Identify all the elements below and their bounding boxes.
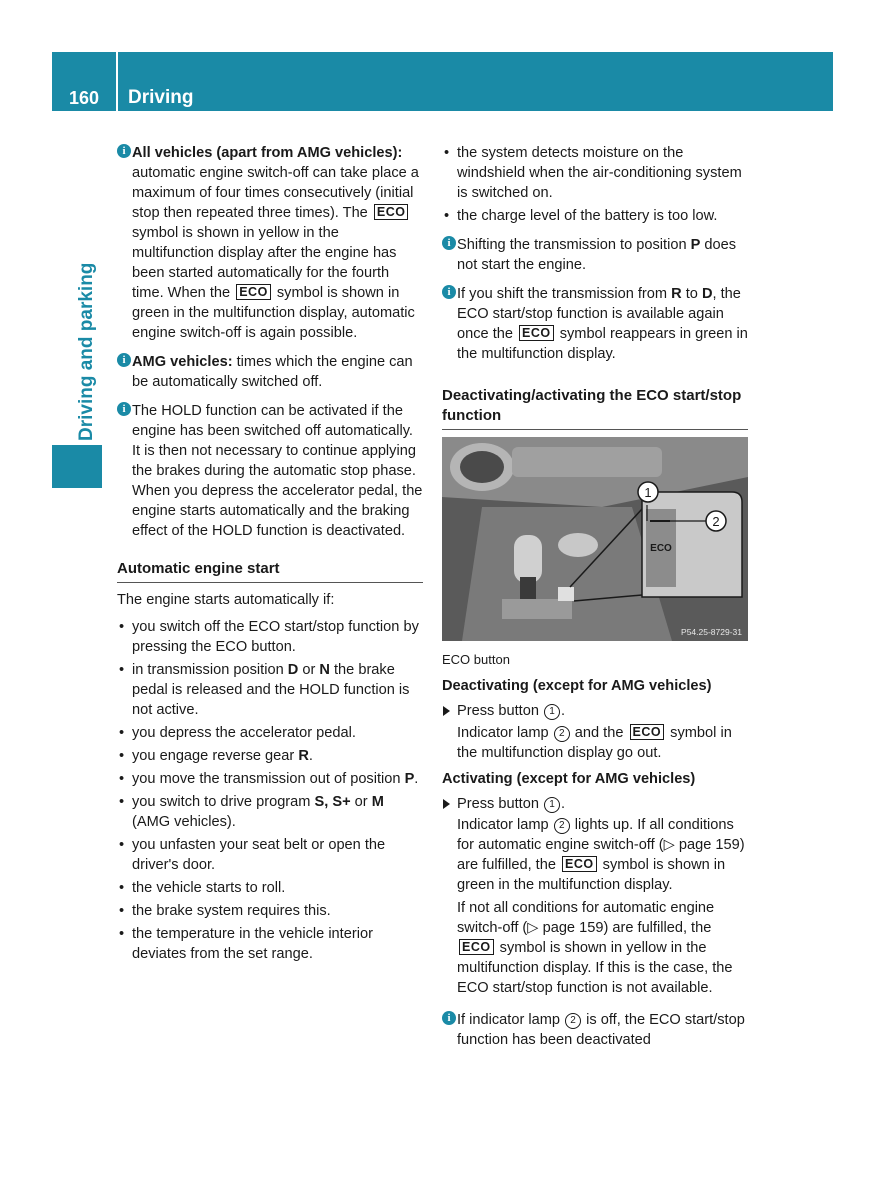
- step-arrow-icon: [443, 799, 450, 809]
- list-item: • in transmission position D or N the brake pedal is released and the HOLD function is not active.: [117, 660, 423, 720]
- info-note-hold: i The HOLD function can be activated if the engine has been switched off automatically. It is then not necessary to continue applying the brakes during the automatic stop phase. When you depress the accelerator pedal, the engine starts automatically and the braking effect of the HOLD function is deactivated.: [117, 401, 423, 541]
- list-item: • you depress the accelerator pedal.: [117, 723, 423, 743]
- page-ref-arrow-icon: ▷: [527, 920, 539, 936]
- info-icon: i: [442, 285, 456, 299]
- step-result: If not all conditions for automatic engine switch-off (▷ page 159) are fulfilled, the ECO symbol is shown in yellow in the multifunction display. If this is the case, the ECO start/stop function is not available.: [457, 900, 733, 996]
- callout-2: 2: [565, 1013, 581, 1029]
- list-item: • the brake system requires this.: [117, 901, 423, 921]
- figure-eco-text: ECO: [650, 543, 672, 554]
- figure-reference: P54.25-8729-31: [681, 627, 742, 637]
- right-column: [442, 143, 748, 1059]
- callout-1: 1: [544, 797, 560, 813]
- eco-symbol: ECO: [374, 204, 409, 220]
- info-note-shift-r-d: i If you shift the transmission from R to D, the ECO start/stop function is available again once the ECO symbol reappears in green in the multifunction display.: [442, 284, 748, 364]
- info-icon: i: [442, 236, 456, 250]
- list-item: • you unfasten your seat belt or open the driver's door.: [117, 835, 423, 875]
- instruction-step: Press button 1 .: [442, 794, 748, 814]
- list-item: • the vehicle starts to roll.: [117, 878, 423, 898]
- list-item: • the system detects moisture on the windshield when the air-conditioning system is switched on.: [442, 143, 748, 203]
- left-column: [117, 143, 423, 967]
- info-note-all-vehicles: i All vehicles (apart from AMG vehicles): automatic engine switch-off can take place a maximum of four times consecutively (initial stop then repeated three times). The ECO symbol is shown in yellow in the multifunction display after the engine has been started automatically for the fourth time. When the ECO symbol is shown in green in the multifunction display, automatic engine switch-off is again possible.: [117, 143, 423, 343]
- list-item: • the temperature in the vehicle interior deviates from the set range.: [117, 924, 423, 964]
- chapter-title: Driving: [128, 87, 194, 108]
- section-label: Driving and parking: [76, 262, 97, 441]
- figure-label-1: 1: [644, 485, 652, 500]
- eco-button-figure: [442, 437, 748, 641]
- list-item: • the charge level of the battery is too low.: [442, 206, 748, 226]
- eco-symbol: ECO: [562, 856, 597, 872]
- callout-2: 2: [554, 726, 570, 742]
- page-header: [52, 52, 833, 111]
- info-icon: i: [442, 1011, 456, 1025]
- figure-caption: ECO button: [442, 652, 510, 667]
- eco-button-illustration: [442, 437, 748, 641]
- info-note-indicator-off: i If indicator lamp 2 is off, the ECO start/stop function has been deactivated: [442, 1010, 748, 1050]
- step-arrow-icon: [443, 706, 450, 716]
- eco-symbol: ECO: [236, 284, 271, 300]
- callout-1: 1: [544, 704, 560, 720]
- header-divider: [116, 52, 118, 111]
- section-sidebar: [52, 111, 102, 488]
- page-number: 160: [68, 88, 100, 108]
- section-heading-eco: Deactivating/activating the ECO start/stop function: [442, 386, 748, 430]
- info-icon: i: [117, 402, 131, 416]
- callout-2: 2: [554, 818, 570, 834]
- eco-symbol: ECO: [519, 325, 554, 341]
- list-item: • you switch off the ECO start/stop function by pressing the ECO button.: [117, 617, 423, 657]
- section-heading-auto-start: Automatic engine start: [117, 559, 423, 583]
- subheading-activating: Activating (except for AMG vehicles): [442, 771, 696, 787]
- figure-label-2: 2: [712, 514, 720, 529]
- list-item: • you move the transmission out of position P.: [117, 769, 423, 789]
- intro-text: The engine starts automatically if:: [117, 592, 335, 608]
- info-note-position-p: i Shifting the transmission to position P does not start the engine.: [442, 235, 748, 275]
- step-result: Indicator lamp 2 and the ECO symbol in the multifunction display go out.: [457, 725, 732, 761]
- eco-symbol: ECO: [630, 724, 665, 740]
- eco-symbol: ECO: [459, 939, 494, 955]
- list-item: • you switch to drive program S, S+ or M (AMG vehicles).: [117, 792, 423, 832]
- section-marker: [52, 445, 102, 488]
- subheading-deactivating: Deactivating (except for AMG vehicles): [442, 678, 712, 694]
- list-item: • you engage reverse gear R.: [117, 746, 423, 766]
- page-ref-arrow-icon: ▷: [663, 837, 675, 853]
- info-icon: i: [117, 353, 131, 367]
- step-result: Indicator lamp 2 lights up. If all conditions for automatic engine switch-off (▷ page 159) are fulfilled, the ECO symbol is shown in green in the multifunction display.: [457, 817, 745, 893]
- info-note-amg: i AMG vehicles: times which the engine can be automatically switched off.: [117, 352, 423, 392]
- instruction-step: Press button 1 .: [442, 701, 748, 721]
- info-icon: i: [117, 144, 131, 158]
